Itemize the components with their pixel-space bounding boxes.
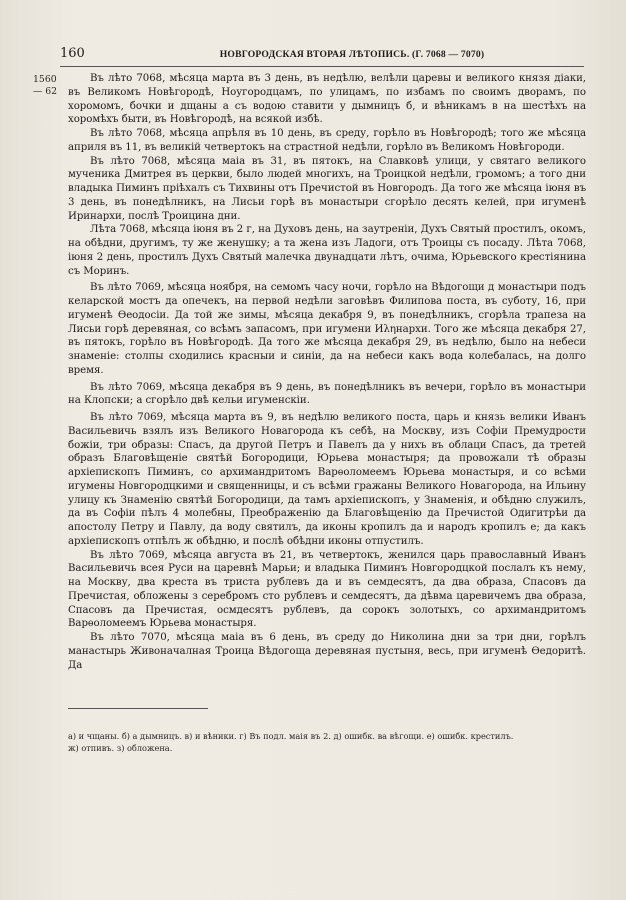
footnotes bbox=[68, 730, 586, 754]
paragraph: Лѣта 7068, мѣсяца іюня въ 2 г, на Духовъ день, на заутреніи, Духъ Святый простилъ, окомъ, на обѣдни, другимъ, ту же женушку; а та жена изъ Ладоги, отъ Троицы съ посаду. Лѣта 7068, іюня 2 день, простилъ Духъ Святый малечка двунадцати лѣтъ, очима, Юрьевского крестіянина съ Моринъ. bbox=[68, 224, 586, 277]
chronicle-text bbox=[68, 72, 586, 672]
paragraph: Въ лѣто 7070, мѣсяца маіа въ 6 день, въ среду до Николина дни за три дни, горѣлъ манастырь Живоначалная Троица Вѣдогоща деревяная пустыня, весь, при игуменѣ Ѳедоритѣ. Да bbox=[68, 632, 586, 671]
paragraph: Въ лѣто 7069, мѣсяца августа въ 21, въ четвертокъ, женился царь православный Иванъ Васильевичь всея Руси на царевнѣ Марьи; и владыка Пиминъ Новгородцкой послалъ къ нему, на Москву, два креста въ триста рублевъ да и въ семдесятъ, да два образа, Спасовъ да Пречистая, обложены з серебромъ сто рублевъ и семдесятъ, да дѣвма царевичемъ два образа, Спасовъ да Пречистая, осмдесятъ рублевъ, да сорокъ золотыхъ, со архимандритомъ Варѳоломеемъ Юрьева монастыря. bbox=[68, 549, 586, 630]
margin-year-start: 1560 bbox=[33, 74, 57, 85]
paragraph: Въ лѣто 7069, мѣсяца марта въ 9, въ недѣлю великого поста, царь и князь велики Иванъ Васильевичь взялъ изъ Великого Новагорода къ себѣ, на Москву, изъ Софіи Премудрости божіи, три образы: Спасъ, да другой Петръ и Павелъ да у нихъ въ облаци Спасъ, да третей образъ Благовѣщеніе святѣй Богородици, Юрьева монастыря; да провожали тѣ образы архіепископъ Пиминъ, со архимандритомъ Варѳоломеемъ Юрьева монастыря, и со всѣми игумены Новгородцкими и священницы, и съ всѣми гражаны Великого Новагорода, на Ильину улицу къ Знаменію святѣй Богородици, да тамъ архіепископъ, у Знаменія, и обѣдню служилъ, да въ Софіи пѣлъ 4 молебны, Преображенію да Благовѣщенію да Пречистой Одигитрѣи да апостолу Петру и Павлу, да воду святилъ, да иконы кропилъ да и народъ кропилъ е; да какъ архіепископъ отпѣлъ ж обѣдню, и послѣ обѣдни иконы отпустилъ. bbox=[68, 412, 586, 547]
margin-year-note bbox=[33, 74, 57, 97]
page-number: 160 bbox=[60, 46, 85, 61]
running-title: НОВГОРОДСКАЯ ВТОРАЯ ЛѢТОПИСЬ. (Г. 7068 — 7070) bbox=[219, 49, 485, 60]
footnote-line: а) и чщаны. б) а дымницъ. в) и вѣники. г) Въ подл. маія въ 2. д) ошибк. ва вѣгощи. е) ошибк. крестилъ. bbox=[68, 731, 514, 741]
paragraph: Въ лѣто 7068, мѣсяца маіа въ 31, въ пятокъ, на Славковѣ улици, у святаго великого мученика Дмитрея въ церкви, было людей многихъ, на Троицкой недѣли, громомъ; а того дни владыка Пиминъ пріѣхалъ съ Тихвины отъ Пречистой въ Новгородъ. Да того же мѣсяца іюня въ 3 день, въ понедѣлникъ, на Лисьи горѣ въ монастыри сгорѣло десять келей, при игуменѣ Иринархи, послѣ Троицина дни. bbox=[68, 155, 586, 222]
margin-year-end: — 62 bbox=[33, 85, 58, 97]
paragraph: Въ лѣто 7068, мѣсяца марта въ 3 день, въ недѣлю, велѣли царевы и великого князя діаки, въ Великомъ Новѣгородѣ, Ноугородцамъ, по улицамъ, по избамъ по своимъ дворамъ, по хоромомъ, бочки и дщаны а съ водою ставити у дымницъ б, и вѣникамъ в на шестѣхъ на хоромѣхъ быти, въ Новѣгородѣ, на всякой избѣ. bbox=[68, 73, 586, 126]
footnote-line: ж) отпивъ. з) обложена. bbox=[68, 743, 173, 753]
paragraph: Въ лѣто 7069, мѣсяца ноября, на семомъ часу ночи, горѣло на Вѣдогощи д монастыри подъ келарской мостъ да опечекъ, на первой недѣли заговѣвъ Филипова поста, въ суботу, 16, при игуменѣ Ѳеодосіи. Да той же зимы, мѣсяца декабря 9, въ понедѣлникъ, сгорѣла трапеза на Лисьи горѣ деревяная, со всѣмъ запасомъ, при игумени Иληнархи. Того же мѣсяца декабря 27, въ пятокъ, горѣло въ Новѣгородѣ. Да того же мѣсяца декабря 29, въ недѣлю, было на небеси знаменіе: столпы сходились красныи и синіи, да на небеси какъ вода колебалась, на долго время. bbox=[68, 282, 586, 376]
paragraph: Въ лѣто 7069, мѣсяца декабря въ 9 день, въ понедѣлникъ въ вечери, горѣло въ монастыри на Клопски; а сгорѣло двѣ кельи игуменскіи. bbox=[68, 381, 586, 407]
header-rule bbox=[60, 66, 584, 67]
page-header bbox=[60, 46, 584, 62]
footnote-rule bbox=[68, 708, 208, 709]
paragraph: Въ лѣто 7068, мѣсяца апрѣля въ 10 день, въ среду, горѣло въ Новѣгородѣ; того же мѣсяца априля въ 11, въ великій четвертокъ на страстной недѣли, горѣло въ Великомъ Новѣгороди. bbox=[68, 128, 586, 153]
